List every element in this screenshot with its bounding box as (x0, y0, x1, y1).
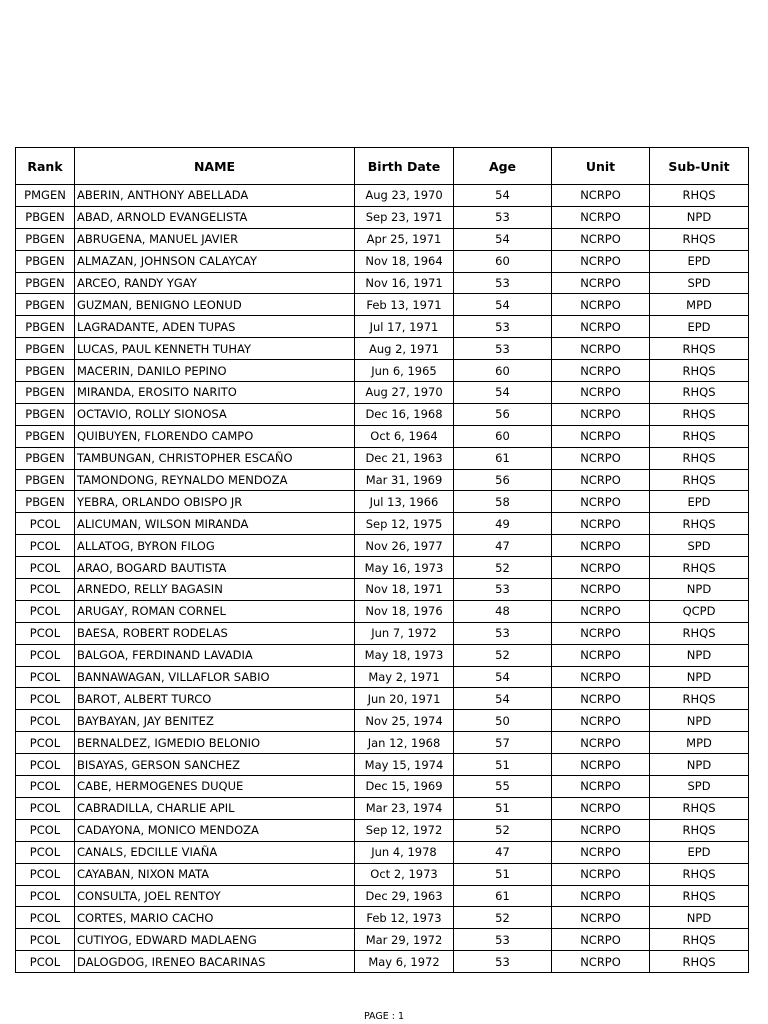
cell-age: 53 (454, 622, 552, 644)
cell-sub-unit: RHQS (650, 688, 749, 710)
cell-unit: NCRPO (552, 710, 650, 732)
cell-birth-date: Jan 12, 1968 (355, 732, 454, 754)
cell-sub-unit: RHQS (650, 797, 749, 819)
table-row (16, 469, 749, 491)
cell-name: ALLATOG, BYRON FILOG (75, 535, 355, 557)
table-row (16, 797, 749, 819)
cell-age: 54 (454, 185, 552, 207)
cell-name: DALOGDOG, IRENEO BACARINAS (75, 951, 355, 973)
cell-sub-unit: RHQS (650, 469, 749, 491)
table-row (16, 491, 749, 513)
cell-unit: NCRPO (552, 360, 650, 382)
cell-unit: NCRPO (552, 885, 650, 907)
cell-rank: PBGEN (16, 382, 75, 404)
cell-rank: PCOL (16, 688, 75, 710)
cell-age: 54 (454, 666, 552, 688)
table-row (16, 360, 749, 382)
table-row (16, 535, 749, 557)
cell-birth-date: Mar 23, 1974 (355, 797, 454, 819)
cell-unit: NCRPO (552, 447, 650, 469)
table-row (16, 338, 749, 360)
cell-name: ARAO, BOGARD BAUTISTA (75, 557, 355, 579)
cell-sub-unit: NPD (650, 579, 749, 601)
cell-birth-date: Nov 16, 1971 (355, 272, 454, 294)
cell-unit: NCRPO (552, 951, 650, 973)
table-row (16, 600, 749, 622)
table-header-row (16, 148, 749, 185)
cell-sub-unit: RHQS (650, 382, 749, 404)
header-sub-unit: Sub-Unit (650, 148, 749, 185)
table-row (16, 710, 749, 732)
cell-rank: PCOL (16, 819, 75, 841)
table-row (16, 513, 749, 535)
table-row (16, 382, 749, 404)
cell-name: QUIBUYEN, FLORENDO CAMPO (75, 425, 355, 447)
cell-birth-date: Feb 12, 1973 (355, 907, 454, 929)
cell-sub-unit: NPD (650, 754, 749, 776)
header-rank: Rank (16, 148, 75, 185)
cell-name: CONSULTA, JOEL RENTOY (75, 885, 355, 907)
table-row (16, 863, 749, 885)
cell-birth-date: Dec 15, 1969 (355, 776, 454, 798)
cell-unit: NCRPO (552, 469, 650, 491)
cell-unit: NCRPO (552, 666, 650, 688)
cell-birth-date: Jun 6, 1965 (355, 360, 454, 382)
cell-rank: PMGEN (16, 185, 75, 207)
cell-unit: NCRPO (552, 513, 650, 535)
cell-rank: PBGEN (16, 469, 75, 491)
cell-unit: NCRPO (552, 228, 650, 250)
cell-name: TAMBUNGAN, CHRISTOPHER ESCAÑO (75, 447, 355, 469)
cell-age: 54 (454, 228, 552, 250)
cell-unit: NCRPO (552, 206, 650, 228)
cell-name: BISAYAS, GERSON SANCHEZ (75, 754, 355, 776)
cell-birth-date: Jul 13, 1966 (355, 491, 454, 513)
cell-rank: PCOL (16, 951, 75, 973)
cell-name: ABRUGENA, MANUEL JAVIER (75, 228, 355, 250)
cell-name: CABRADILLA, CHARLIE APIL (75, 797, 355, 819)
cell-name: GUZMAN, BENIGNO LEONUD (75, 294, 355, 316)
cell-rank: PCOL (16, 644, 75, 666)
cell-sub-unit: NPD (650, 644, 749, 666)
cell-unit: NCRPO (552, 863, 650, 885)
cell-unit: NCRPO (552, 688, 650, 710)
cell-sub-unit: RHQS (650, 338, 749, 360)
cell-sub-unit: MPD (650, 294, 749, 316)
cell-age: 53 (454, 206, 552, 228)
cell-rank: PBGEN (16, 403, 75, 425)
cell-unit: NCRPO (552, 732, 650, 754)
cell-unit: NCRPO (552, 535, 650, 557)
header-unit: Unit (552, 148, 650, 185)
cell-sub-unit: RHQS (650, 951, 749, 973)
cell-name: ALMAZAN, JOHNSON CALAYCAY (75, 250, 355, 272)
cell-name: BERNALDEZ, IGMEDIO BELONIO (75, 732, 355, 754)
cell-name: TAMONDONG, REYNALDO MENDOZA (75, 469, 355, 491)
cell-name: ARNEDO, RELLY BAGASIN (75, 579, 355, 601)
cell-sub-unit: RHQS (650, 403, 749, 425)
cell-name: ARCEO, RANDY YGAY (75, 272, 355, 294)
cell-unit: NCRPO (552, 403, 650, 425)
cell-birth-date: Jun 4, 1978 (355, 841, 454, 863)
cell-age: 52 (454, 557, 552, 579)
cell-rank: PCOL (16, 732, 75, 754)
table-row (16, 907, 749, 929)
cell-unit: NCRPO (552, 600, 650, 622)
cell-unit: NCRPO (552, 491, 650, 513)
header-name: NAME (75, 148, 355, 185)
cell-unit: NCRPO (552, 819, 650, 841)
table-row (16, 644, 749, 666)
cell-birth-date: Nov 25, 1974 (355, 710, 454, 732)
cell-sub-unit: RHQS (650, 513, 749, 535)
cell-age: 53 (454, 579, 552, 601)
cell-age: 60 (454, 425, 552, 447)
cell-name: MACERIN, DANILO PEPINO (75, 360, 355, 382)
cell-unit: NCRPO (552, 250, 650, 272)
cell-birth-date: Sep 12, 1975 (355, 513, 454, 535)
table-body (16, 185, 749, 973)
cell-birth-date: Sep 23, 1971 (355, 206, 454, 228)
cell-rank: PBGEN (16, 360, 75, 382)
header-birth-date: Birth Date (355, 148, 454, 185)
cell-name: ARUGAY, ROMAN CORNEL (75, 600, 355, 622)
cell-age: 58 (454, 491, 552, 513)
table-row (16, 206, 749, 228)
cell-birth-date: May 18, 1973 (355, 644, 454, 666)
cell-rank: PCOL (16, 797, 75, 819)
cell-age: 54 (454, 688, 552, 710)
table-row (16, 819, 749, 841)
cell-name: YEBRA, ORLANDO OBISPO JR (75, 491, 355, 513)
table-row (16, 579, 749, 601)
cell-birth-date: Apr 25, 1971 (355, 228, 454, 250)
cell-rank: PCOL (16, 535, 75, 557)
cell-name: BAESA, ROBERT RODELAS (75, 622, 355, 644)
cell-name: CORTES, MARIO CACHO (75, 907, 355, 929)
cell-name: LUCAS, PAUL KENNETH TUHAY (75, 338, 355, 360)
cell-rank: PBGEN (16, 228, 75, 250)
cell-age: 53 (454, 316, 552, 338)
cell-sub-unit: EPD (650, 841, 749, 863)
cell-rank: PCOL (16, 513, 75, 535)
table-row (16, 688, 749, 710)
cell-birth-date: May 6, 1972 (355, 951, 454, 973)
cell-unit: NCRPO (552, 907, 650, 929)
cell-rank: PCOL (16, 666, 75, 688)
cell-birth-date: Sep 12, 1972 (355, 819, 454, 841)
cell-name: BALGOA, FERDINAND LAVADIA (75, 644, 355, 666)
cell-birth-date: Oct 2, 1973 (355, 863, 454, 885)
cell-rank: PCOL (16, 776, 75, 798)
cell-unit: NCRPO (552, 185, 650, 207)
cell-name: ABAD, ARNOLD EVANGELISTA (75, 206, 355, 228)
cell-age: 47 (454, 841, 552, 863)
cell-sub-unit: EPD (650, 250, 749, 272)
cell-birth-date: May 2, 1971 (355, 666, 454, 688)
cell-age: 54 (454, 294, 552, 316)
table-row (16, 425, 749, 447)
cell-sub-unit: RHQS (650, 425, 749, 447)
cell-birth-date: Mar 29, 1972 (355, 929, 454, 951)
cell-name: BAYBAYAN, JAY BENITEZ (75, 710, 355, 732)
table-row (16, 316, 749, 338)
cell-birth-date: Dec 21, 1963 (355, 447, 454, 469)
cell-rank: PCOL (16, 754, 75, 776)
cell-birth-date: Nov 26, 1977 (355, 535, 454, 557)
cell-rank: PBGEN (16, 447, 75, 469)
cell-rank: PCOL (16, 557, 75, 579)
table-row (16, 732, 749, 754)
table-row (16, 622, 749, 644)
cell-birth-date: Feb 13, 1971 (355, 294, 454, 316)
table-row (16, 250, 749, 272)
cell-birth-date: Nov 18, 1976 (355, 600, 454, 622)
cell-name: CAYABAN, NIXON MATA (75, 863, 355, 885)
cell-sub-unit: SPD (650, 535, 749, 557)
cell-unit: NCRPO (552, 622, 650, 644)
cell-unit: NCRPO (552, 316, 650, 338)
cell-rank: PBGEN (16, 425, 75, 447)
cell-name: CABE, HERMOGENES DUQUE (75, 776, 355, 798)
table-row (16, 228, 749, 250)
cell-age: 51 (454, 863, 552, 885)
cell-birth-date: Jul 17, 1971 (355, 316, 454, 338)
cell-birth-date: Mar 31, 1969 (355, 469, 454, 491)
cell-rank: PBGEN (16, 294, 75, 316)
cell-rank: PCOL (16, 907, 75, 929)
cell-sub-unit: RHQS (650, 185, 749, 207)
cell-unit: NCRPO (552, 294, 650, 316)
table-row (16, 272, 749, 294)
cell-birth-date: Aug 23, 1970 (355, 185, 454, 207)
cell-age: 52 (454, 819, 552, 841)
cell-unit: NCRPO (552, 841, 650, 863)
cell-sub-unit: EPD (650, 491, 749, 513)
cell-age: 50 (454, 710, 552, 732)
cell-rank: PCOL (16, 579, 75, 601)
cell-sub-unit: NPD (650, 206, 749, 228)
cell-age: 60 (454, 360, 552, 382)
cell-birth-date: Nov 18, 1971 (355, 579, 454, 601)
cell-rank: PCOL (16, 622, 75, 644)
cell-unit: NCRPO (552, 797, 650, 819)
cell-birth-date: Jun 7, 1972 (355, 622, 454, 644)
cell-rank: PCOL (16, 929, 75, 951)
cell-age: 56 (454, 403, 552, 425)
cell-sub-unit: EPD (650, 316, 749, 338)
cell-sub-unit: MPD (650, 732, 749, 754)
cell-birth-date: Dec 16, 1968 (355, 403, 454, 425)
cell-age: 54 (454, 382, 552, 404)
table-row (16, 929, 749, 951)
cell-age: 53 (454, 951, 552, 973)
cell-rank: PCOL (16, 600, 75, 622)
cell-name: LAGRADANTE, ADEN TUPAS (75, 316, 355, 338)
cell-unit: NCRPO (552, 382, 650, 404)
cell-name: ALICUMAN, WILSON MIRANDA (75, 513, 355, 535)
table-row (16, 666, 749, 688)
cell-age: 51 (454, 797, 552, 819)
table-row (16, 951, 749, 973)
cell-name: OCTAVIO, ROLLY SIONOSA (75, 403, 355, 425)
cell-rank: PBGEN (16, 250, 75, 272)
cell-sub-unit: RHQS (650, 819, 749, 841)
cell-sub-unit: RHQS (650, 863, 749, 885)
cell-birth-date: Dec 29, 1963 (355, 885, 454, 907)
table-row (16, 557, 749, 579)
cell-age: 52 (454, 907, 552, 929)
table-row (16, 185, 749, 207)
cell-age: 55 (454, 776, 552, 798)
cell-age: 47 (454, 535, 552, 557)
table-row (16, 447, 749, 469)
cell-sub-unit: QCPD (650, 600, 749, 622)
cell-age: 61 (454, 447, 552, 469)
cell-rank: PBGEN (16, 338, 75, 360)
cell-sub-unit: RHQS (650, 360, 749, 382)
cell-unit: NCRPO (552, 644, 650, 666)
cell-birth-date: Nov 18, 1964 (355, 250, 454, 272)
cell-rank: PCOL (16, 863, 75, 885)
cell-age: 60 (454, 250, 552, 272)
cell-sub-unit: NPD (650, 666, 749, 688)
cell-name: CUTIYOG, EDWARD MADLAENG (75, 929, 355, 951)
cell-sub-unit: NPD (650, 907, 749, 929)
table-row (16, 885, 749, 907)
page-number: PAGE : 1 (363, 1011, 405, 1022)
cell-age: 49 (454, 513, 552, 535)
cell-age: 52 (454, 644, 552, 666)
cell-unit: NCRPO (552, 754, 650, 776)
cell-rank: PCOL (16, 841, 75, 863)
cell-birth-date: Aug 2, 1971 (355, 338, 454, 360)
cell-birth-date: Aug 27, 1970 (355, 382, 454, 404)
cell-age: 61 (454, 885, 552, 907)
cell-name: CANALS, EDCILLE VIAÑA (75, 841, 355, 863)
cell-sub-unit: NPD (650, 710, 749, 732)
table-row (16, 403, 749, 425)
cell-name: BANNAWAGAN, VILLAFLOR SABIO (75, 666, 355, 688)
cell-name: CADAYONA, MONICO MENDOZA (75, 819, 355, 841)
cell-unit: NCRPO (552, 557, 650, 579)
cell-name: ABERIN, ANTHONY ABELLADA (75, 185, 355, 207)
cell-unit: NCRPO (552, 272, 650, 294)
cell-age: 56 (454, 469, 552, 491)
cell-rank: PCOL (16, 710, 75, 732)
cell-age: 57 (454, 732, 552, 754)
table-row (16, 776, 749, 798)
cell-rank: PBGEN (16, 316, 75, 338)
cell-sub-unit: RHQS (650, 228, 749, 250)
cell-sub-unit: RHQS (650, 929, 749, 951)
cell-birth-date: May 15, 1974 (355, 754, 454, 776)
cell-sub-unit: SPD (650, 776, 749, 798)
personnel-table (15, 147, 749, 973)
cell-unit: NCRPO (552, 338, 650, 360)
cell-rank: PBGEN (16, 206, 75, 228)
cell-unit: NCRPO (552, 929, 650, 951)
header-age: Age (454, 148, 552, 185)
cell-unit: NCRPO (552, 425, 650, 447)
cell-sub-unit: RHQS (650, 622, 749, 644)
cell-sub-unit: SPD (650, 272, 749, 294)
cell-sub-unit: RHQS (650, 557, 749, 579)
cell-age: 53 (454, 272, 552, 294)
table-row (16, 754, 749, 776)
cell-rank: PCOL (16, 885, 75, 907)
table-row (16, 841, 749, 863)
cell-rank: PBGEN (16, 491, 75, 513)
cell-unit: NCRPO (552, 579, 650, 601)
cell-birth-date: Jun 20, 1971 (355, 688, 454, 710)
cell-age: 48 (454, 600, 552, 622)
cell-rank: PBGEN (16, 272, 75, 294)
cell-name: MIRANDA, EROSITO NARITO (75, 382, 355, 404)
cell-age: 51 (454, 754, 552, 776)
cell-age: 53 (454, 338, 552, 360)
cell-unit: NCRPO (552, 776, 650, 798)
cell-name: BAROT, ALBERT TURCO (75, 688, 355, 710)
cell-birth-date: Oct 6, 1964 (355, 425, 454, 447)
cell-birth-date: May 16, 1973 (355, 557, 454, 579)
cell-sub-unit: RHQS (650, 885, 749, 907)
cell-age: 53 (454, 929, 552, 951)
cell-sub-unit: RHQS (650, 447, 749, 469)
table-row (16, 294, 749, 316)
